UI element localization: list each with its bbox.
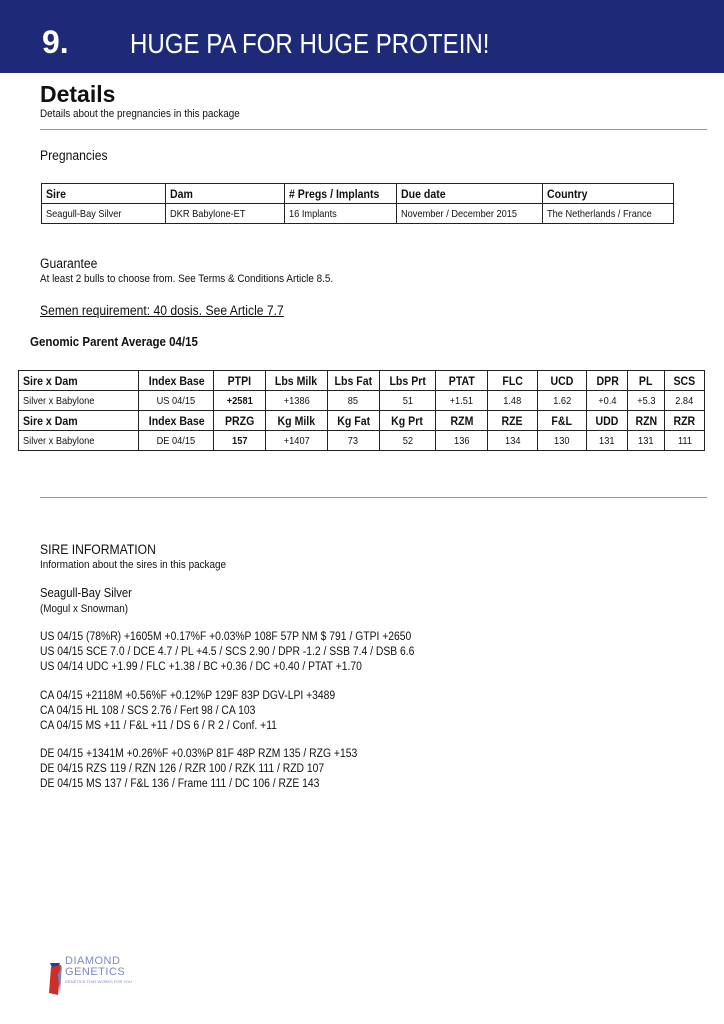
- column-header: UDD: [587, 411, 628, 431]
- column-header: Country: [543, 184, 674, 204]
- table-cell: The Netherlands / France: [543, 204, 674, 224]
- guarantee-text: At least 2 bulls to choose from. See Terms & Conditions Article 8.5.: [40, 273, 334, 285]
- table-cell: +1386: [265, 391, 327, 411]
- details-subtitle: Details about the pregnancies in this package: [40, 108, 240, 120]
- table-cell: 131: [628, 431, 665, 451]
- sire-proof-line: CA 04/15 MS +11 / F&L +11 / DS 6 / R 2 / Conf. +11: [40, 720, 277, 732]
- table-cell: 136: [436, 431, 488, 451]
- table-row: [19, 431, 705, 451]
- table-cell: 51: [379, 391, 436, 411]
- column-header: F&L: [537, 411, 587, 431]
- table-cell: US 04/15: [139, 391, 214, 411]
- logo-line2: GENETICS: [65, 966, 126, 978]
- table-header-row: [42, 184, 674, 204]
- logo-tagline: GENETICS THAT WORKS FOR YOU: [65, 979, 133, 984]
- sire-proof-line: DE 04/15 +1341M +0.26%F +0.03%P 81F 48P RZM 135 / RZG +153: [40, 748, 358, 760]
- column-header: Lbs Milk: [265, 371, 327, 391]
- sire-proof-line: DE 04/15 RZS 119 / RZN 126 / RZR 100 / RZK 111 / RZD 107: [40, 763, 325, 775]
- column-header: PRZG: [214, 411, 266, 431]
- diamond-genetics-logo: [48, 955, 138, 997]
- column-header: Sire x Dam: [19, 371, 139, 391]
- sire-proof-line: CA 04/15 HL 108 / SCS 2.76 / Fert 98 / CA 103: [40, 705, 256, 717]
- column-header: Lbs Prt: [379, 371, 436, 391]
- semen-requirement: Semen requirement: 40 dosis. See Article 7.7: [40, 303, 284, 318]
- column-header: PL: [628, 371, 665, 391]
- column-header: FLC: [488, 371, 538, 391]
- column-header: Sire: [42, 184, 166, 204]
- table-cell: DKR Babylone-ET: [165, 204, 284, 224]
- table-cell: +1407: [265, 431, 327, 451]
- table-cell: 73: [327, 431, 379, 451]
- sire-info-subtitle: Information about the sires in this package: [40, 559, 227, 571]
- table-cell: 85: [327, 391, 379, 411]
- column-header: Kg Fat: [327, 411, 379, 431]
- table-cell: 52: [379, 431, 436, 451]
- guarantee-heading: Guarantee: [40, 256, 98, 271]
- column-header: RZR: [665, 411, 705, 431]
- table-cell: November / December 2015: [396, 204, 543, 224]
- table-cell: +5.3: [628, 391, 665, 411]
- column-header: Kg Milk: [265, 411, 327, 431]
- divider: [40, 129, 707, 130]
- table-header-row: [19, 371, 705, 391]
- table-cell: 134: [488, 431, 538, 451]
- column-header: RZN: [628, 411, 665, 431]
- column-header: Sire x Dam: [19, 411, 139, 431]
- column-header: PTPI: [214, 371, 266, 391]
- table-cell: +2581: [214, 391, 266, 411]
- gpa-heading: Genomic Parent Average 04/15: [30, 335, 198, 349]
- pregnancies-heading: Pregnancies: [40, 148, 108, 163]
- table-cell: 1.48: [488, 391, 538, 411]
- table-cell: Seagull-Bay Silver: [42, 204, 166, 224]
- column-header: DPR: [587, 371, 628, 391]
- logo-line1: DIAMOND: [65, 955, 121, 967]
- sire-proof-line: CA 04/15 +2118M +0.56%F +0.12%P 129F 83P DGV-LPI +3489: [40, 690, 336, 702]
- column-header: Kg Prt: [379, 411, 436, 431]
- sire-proof-line: DE 04/15 MS 137 / F&L 136 / Frame 111 / DC 106 / RZE 143: [40, 778, 320, 790]
- column-header: PTAT: [436, 371, 488, 391]
- table-header-row: [19, 411, 705, 431]
- divider: [40, 497, 707, 498]
- table-cell: Silver x Babylone: [19, 431, 139, 451]
- gpa-table: [18, 370, 705, 451]
- column-header: UCD: [537, 371, 587, 391]
- table-cell: 1.62: [537, 391, 587, 411]
- table-cell: 16 Implants: [284, 204, 396, 224]
- column-header: Dam: [165, 184, 284, 204]
- sire-proof-line: US 04/14 UDC +1.99 / FLC +1.38 / BC +0.36 / DC +0.40 / PTAT +1.70: [40, 661, 362, 673]
- table-cell: 157: [214, 431, 266, 451]
- column-header: RZE: [488, 411, 538, 431]
- sire-proof-line: US 04/15 SCE 7.0 / DCE 4.7 / PL +4.5 / SCS 2.90 / DPR -1.2 / SSB 7.4 / DSB 6.6: [40, 646, 415, 658]
- table-cell: +1.51: [436, 391, 488, 411]
- sire-name: Seagull-Bay Silver: [40, 586, 132, 600]
- sire-pedigree: (Mogul x Snowman): [40, 603, 129, 615]
- table-row: [19, 391, 705, 411]
- column-header: Index Base: [139, 371, 214, 391]
- table-cell: Silver x Babylone: [19, 391, 139, 411]
- pregnancies-table: [41, 183, 674, 224]
- column-header: Index Base: [139, 411, 214, 431]
- details-title: Details: [40, 81, 116, 107]
- column-header: SCS: [665, 371, 705, 391]
- sire-info-heading: SIRE INFORMATION: [40, 542, 156, 557]
- header-banner: [0, 0, 724, 73]
- table-row: [42, 204, 674, 224]
- page-title: HUGE PA FOR HUGE PROTEIN!: [130, 28, 490, 59]
- table-cell: +0.4: [587, 391, 628, 411]
- column-header: RZM: [436, 411, 488, 431]
- table-cell: 111: [665, 431, 705, 451]
- table-cell: 2.84: [665, 391, 705, 411]
- column-header: Lbs Fat: [327, 371, 379, 391]
- sire-proof-line: US 04/15 (78%R) +1605M +0.17%F +0.03%P 108F 57P NM $ 791 / GTPI +2650: [40, 631, 412, 643]
- table-cell: 130: [537, 431, 587, 451]
- table-cell: 131: [587, 431, 628, 451]
- table-cell: DE 04/15: [139, 431, 214, 451]
- page-number: 9.: [42, 24, 69, 60]
- column-header: # Pregs / Implants: [284, 184, 396, 204]
- column-header: Due date: [396, 184, 543, 204]
